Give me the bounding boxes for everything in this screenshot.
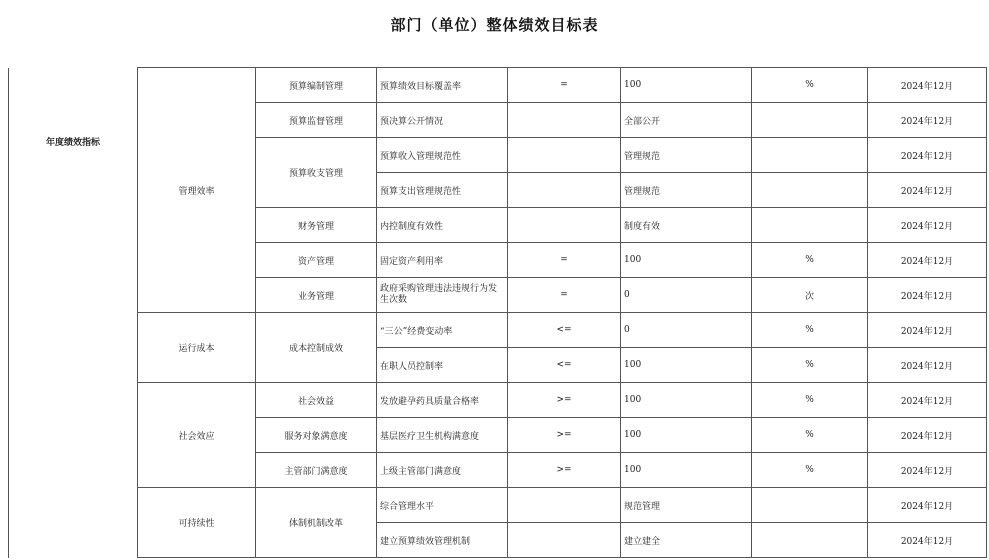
date-cell: 2024年12月 [868,208,987,243]
operator-cell: = [508,243,621,278]
value-cell: 管理规范 [621,173,752,208]
indicator-cell: 预算支出管理规范性 [377,173,508,208]
value-cell: 0 [621,313,752,348]
operator-cell: = [508,278,621,313]
unit-cell [752,173,868,208]
operator-cell [508,488,621,523]
indicator-cell: “三公”经费变动率 [377,313,508,348]
unit-cell: % [752,383,868,418]
date-cell: 2024年12月 [868,68,987,103]
date-cell: 2024年12月 [868,488,987,523]
unit-cell: % [752,243,868,278]
table-row [9,488,987,523]
indicator-cell: 预算收入管理规范性 [377,138,508,173]
operator-cell [508,208,621,243]
value-cell: 制度有效 [621,208,752,243]
date-cell: 2024年12月 [868,383,987,418]
unit-cell [752,138,868,173]
indicator-cell: 综合管理水平 [377,488,508,523]
unit-cell: % [752,348,868,383]
category-cell: 可持续性 [138,488,256,558]
category-cell: 运行成本 [138,313,256,383]
subcategory-cell: 成本控制成效 [256,313,377,383]
unit-cell [752,208,868,243]
date-cell: 2024年12月 [868,313,987,348]
operator-cell [508,173,621,208]
operator-cell: <= [508,313,621,348]
unit-cell [752,488,868,523]
indicator-cell: 内控制度有效性 [377,208,508,243]
date-cell: 2024年12月 [868,453,987,488]
date-cell: 2024年12月 [868,418,987,453]
date-cell: 2024年12月 [868,278,987,313]
subcategory-cell: 预算编制管理 [256,68,377,103]
operator-cell [508,103,621,138]
table-row [9,313,987,348]
date-cell: 2024年12月 [868,173,987,208]
value-cell: 全部公开 [621,103,752,138]
year-indicator-label: 年度绩效指标 [9,68,138,558]
date-cell: 2024年12月 [868,103,987,138]
table-row [9,68,987,103]
subcategory-cell: 体制机制改革 [256,488,377,558]
subcategory-cell: 预算收支管理 [256,138,377,208]
operator-cell: >= [508,418,621,453]
indicator-cell: 政府采购管理违法违规行为发生次数 [377,278,508,313]
unit-cell: % [752,313,868,348]
operator-cell [508,138,621,173]
value-cell: 规范管理 [621,488,752,523]
value-cell: 100 [621,68,752,103]
subcategory-cell: 预算监督管理 [256,103,377,138]
operator-cell: <= [508,348,621,383]
subcategory-cell: 业务管理 [256,278,377,313]
page-title: 部门（单位）整体绩效目标表 [390,16,599,34]
unit-cell: % [752,68,868,103]
date-cell: 2024年12月 [868,523,987,558]
unit-cell: % [752,453,868,488]
value-cell: 0 [621,278,752,313]
operator-cell: >= [508,383,621,418]
value-cell: 100 [621,383,752,418]
indicator-cell: 基层医疗卫生机构满意度 [377,418,508,453]
indicator-cell: 固定资产利用率 [377,243,508,278]
indicator-cell: 预决算公开情况 [377,103,508,138]
unit-cell [752,523,868,558]
subcategory-cell: 资产管理 [256,243,377,278]
value-cell: 100 [621,243,752,278]
value-cell: 100 [621,453,752,488]
performance-table [8,67,987,558]
value-cell: 管理规范 [621,138,752,173]
subcategory-cell: 财务管理 [256,208,377,243]
indicator-cell: 建立预算绩效管理机制 [377,523,508,558]
subcategory-cell: 社会效益 [256,383,377,418]
subcategory-cell: 主管部门满意度 [256,453,377,488]
value-cell: 100 [621,418,752,453]
operator-cell [508,523,621,558]
indicator-cell: 在职人员控制率 [377,348,508,383]
unit-cell: 次 [752,278,868,313]
operator-cell: >= [508,453,621,488]
date-cell: 2024年12月 [868,348,987,383]
date-cell: 2024年12月 [868,243,987,278]
operator-cell: = [508,68,621,103]
indicator-cell: 预算绩效目标覆盖率 [377,68,508,103]
value-cell: 100 [621,348,752,383]
indicator-cell: 发放避孕药具质量合格率 [377,383,508,418]
category-cell: 社会效应 [138,383,256,488]
indicator-cell: 上级主管部门满意度 [377,453,508,488]
table-row [9,383,987,418]
category-cell: 管理效率 [138,68,256,313]
subcategory-cell: 服务对象满意度 [256,418,377,453]
date-cell: 2024年12月 [868,138,987,173]
unit-cell [752,103,868,138]
unit-cell: % [752,418,868,453]
value-cell: 建立建全 [621,523,752,558]
